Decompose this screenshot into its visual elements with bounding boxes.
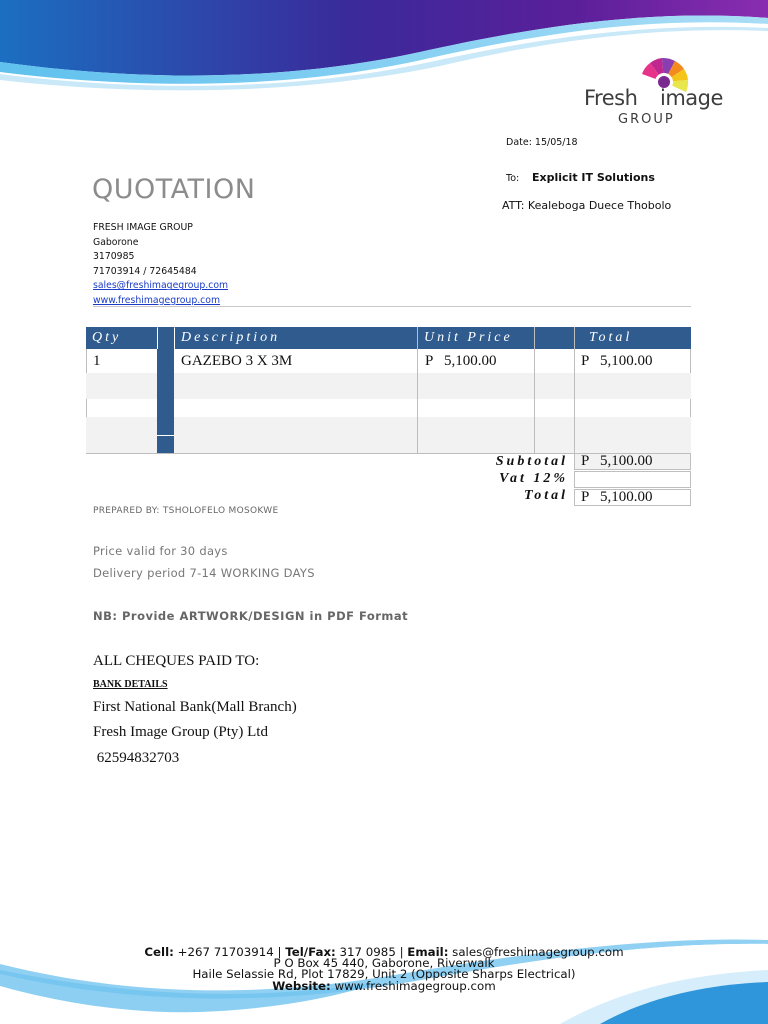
account-number: 62594832703 bbox=[93, 750, 180, 766]
company-city: Gaborone bbox=[93, 236, 139, 248]
divider bbox=[93, 306, 691, 307]
row-unit-price: P 5,100.00 bbox=[425, 353, 497, 369]
company-website-link[interactable]: www.freshimagegroup.com bbox=[93, 294, 221, 306]
footer-street-address: Haile Selassie Rd, Plot 17829, Unit 2 (Opposite Sharps Electrical) bbox=[192, 967, 576, 981]
subtotal-label: Subtotal bbox=[495, 454, 568, 469]
attention-line: ATT: Kealeboga Duece Thobolo bbox=[502, 199, 672, 212]
vat-value bbox=[574, 471, 691, 488]
total-label: Total bbox=[523, 488, 568, 503]
footer-po-box: P O Box 45 440, Gaborone, Riverwalk bbox=[273, 956, 495, 970]
footer-website-label: Website: bbox=[272, 979, 331, 993]
footer-email-label: Email: bbox=[407, 945, 449, 959]
row-description: GAZEBO 3 X 3M bbox=[181, 353, 293, 369]
company-name: FRESH IMAGE GROUP bbox=[93, 222, 193, 233]
quotation-table bbox=[86, 327, 691, 454]
logo-word-image: image bbox=[660, 86, 723, 110]
bank-name: First National Bank(Mall Branch) bbox=[93, 699, 297, 715]
to-label: To: bbox=[506, 173, 520, 184]
prepared-by: PREPARED BY: TSHOLOFELO MOSOKWE bbox=[93, 506, 279, 516]
footer-tel-value: 317 0985 | bbox=[335, 945, 408, 959]
cheques-heading: ALL CHEQUES PAID TO: bbox=[93, 653, 260, 669]
footer-tel-label: Tel/Fax: bbox=[285, 945, 336, 959]
row-total: P 5,100.00 bbox=[581, 353, 653, 369]
footer-website-value: www.freshimagegroup.com bbox=[330, 979, 496, 993]
company-logo bbox=[580, 56, 730, 131]
to-recipient: Explicit IT Solutions bbox=[532, 171, 655, 184]
column-header-unit-price: Unit Price bbox=[418, 327, 534, 349]
quote-date: Date: 15/05/18 bbox=[506, 137, 578, 148]
total-value: P 5,100.00 bbox=[574, 489, 691, 506]
subtotal-value: P 5,100.00 bbox=[574, 453, 691, 470]
artwork-note: NB: Provide ARTWORK/DESIGN in PDF Format bbox=[93, 609, 409, 623]
company-phone: 3170985 bbox=[93, 251, 135, 263]
column-header-description: Description bbox=[175, 327, 417, 349]
logo-word-fresh: Fresh bbox=[584, 86, 638, 110]
column-header-qty: Qty bbox=[86, 327, 157, 349]
column-header-total: Total bbox=[575, 327, 691, 349]
delivery-period: Delivery period 7-14 WORKING DAYS bbox=[93, 566, 315, 580]
document-title: QUOTATION bbox=[92, 174, 256, 205]
column-header-unit-spacer bbox=[535, 327, 574, 349]
footer-email-value: sales@freshimagegroup.com bbox=[448, 945, 624, 959]
company-address-block bbox=[93, 221, 228, 309]
column-header-spacer bbox=[158, 327, 174, 349]
vat-label: Vat 12% bbox=[499, 471, 568, 486]
footer-cell-label: Cell: bbox=[144, 945, 174, 959]
footer-website-line bbox=[0, 981, 768, 993]
bank-details-heading: BANK DETAILS bbox=[93, 679, 168, 690]
account-name: Fresh Image Group (Pty) Ltd bbox=[93, 724, 268, 740]
footer-cell-value: +267 71703914 | bbox=[173, 945, 286, 959]
row-qty: 1 bbox=[93, 353, 101, 369]
price-validity: Price valid for 30 days bbox=[93, 544, 228, 558]
company-email-link[interactable]: sales@freshimagegroup.com bbox=[93, 280, 229, 292]
company-cells: 71703914 / 72645484 bbox=[93, 265, 197, 277]
logo-word-group: GROUP bbox=[618, 112, 675, 127]
